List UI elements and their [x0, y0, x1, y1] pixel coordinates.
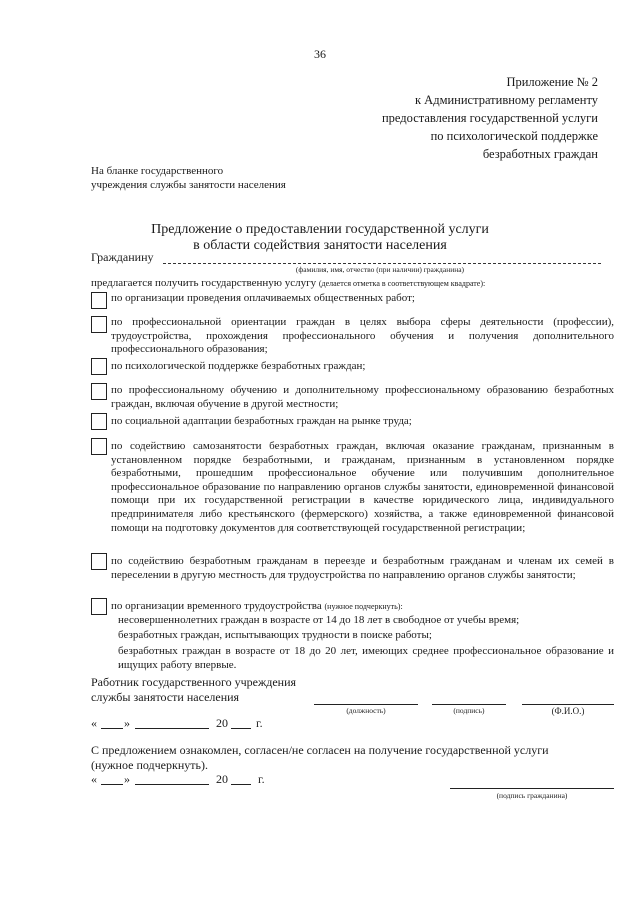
acquaint-line: (нужное подчеркнуть).: [91, 758, 208, 772]
offer-main: предлагается получить государственную услугу: [91, 277, 317, 289]
title-line: Предложение о предоставлении государственной услуги: [151, 222, 489, 237]
citizen-signature-caption: (подпись гражданина): [496, 791, 568, 800]
acquaint-line: С предложением ознакомлен, согласен/не согласен на получение государственной услуги: [91, 743, 549, 757]
option-text: по психологической поддержке безработных граждан;: [111, 360, 366, 372]
option-checkbox[interactable]: [91, 316, 107, 333]
date-close-quote: »: [124, 772, 130, 786]
date-year-field[interactable]: [231, 784, 251, 785]
sub-option-text: несовершеннолетних граждан в возрасте от 14 до 18 лет в свободное от учебы время;: [118, 614, 520, 626]
date-month-field[interactable]: [135, 728, 209, 729]
caption-signature: (подпись): [453, 706, 485, 715]
date-year-prefix: 20: [216, 716, 228, 730]
date-year-suffix: г.: [258, 772, 265, 786]
date-open-quote: «: [91, 716, 97, 730]
option-checkbox[interactable]: [91, 292, 107, 309]
appendix-line: безработных граждан: [482, 147, 598, 161]
acquaint-statement: [91, 743, 616, 773]
citizen-label: Гражданину: [91, 250, 154, 264]
worker-signature-field[interactable]: [432, 704, 506, 705]
page-number: 36: [314, 47, 326, 61]
option-checkbox[interactable]: [91, 413, 107, 430]
appendix-line: Приложение № 2: [506, 75, 598, 89]
option-text: по социальной адаптации безработных граждан на рынке труда;: [111, 415, 412, 427]
letterhead-note: [91, 164, 286, 192]
offer-text: [91, 277, 485, 289]
option-checkbox[interactable]: [91, 438, 107, 455]
appendix-line: по психологической поддержке: [430, 129, 598, 143]
date-year-field[interactable]: [231, 728, 251, 729]
option-checkbox[interactable]: [91, 553, 107, 570]
date-close-quote: »: [124, 716, 130, 730]
appendix-header: [382, 73, 598, 163]
worker-line: Работник государственного учреждения: [91, 675, 297, 689]
option-checkbox[interactable]: [91, 383, 107, 400]
appendix-line: предоставления государственной услуги: [381, 111, 598, 125]
citizen-signature-field[interactable]: [450, 788, 614, 789]
option-checkbox[interactable]: [91, 358, 107, 375]
date-open-quote: «: [91, 772, 97, 786]
date-day-field[interactable]: [101, 728, 123, 729]
worker-position-field[interactable]: [314, 704, 418, 705]
caption-name: (Ф.И.О.): [551, 706, 585, 716]
appendix-line: к Административному регламенту: [414, 93, 598, 107]
option-text: по профессиональному обучению и дополнительному профессиональному образованию безработных граждан, включая обучение в другой местности;: [111, 384, 614, 410]
option-note: (нужное подчеркнуть):: [324, 602, 403, 611]
letterhead-line: На бланке государственного: [91, 165, 224, 177]
date-year-suffix: г.: [256, 716, 263, 730]
date-day-field[interactable]: [101, 784, 123, 785]
caption-position: (должность): [346, 706, 386, 715]
option-text: по организации проведения оплачиваемых общественных работ;: [111, 292, 415, 304]
option-main: по организации временного трудоустройства: [111, 600, 322, 612]
option-text: [111, 600, 614, 614]
letterhead-line: учреждения службы занятости населения: [91, 179, 286, 191]
title-line: в области содействия занятости населения: [193, 238, 447, 253]
sub-option-text: безработных граждан, испытывающих трудности в поиске работы;: [118, 629, 432, 641]
worker-line: службы занятости населения: [91, 690, 240, 704]
option-text: по профессиональной ориентации граждан в целях выбора сферы деятельности (профессии), трудоустройства, прохождения профессионального обучения и получения дополнительного профессионального образования;: [111, 316, 614, 356]
worker-label: [91, 675, 296, 705]
date-month-field[interactable]: [135, 784, 209, 785]
worker-name-field[interactable]: [522, 704, 614, 705]
citizen-name-field[interactable]: [163, 263, 601, 264]
option-text: по содействию самозанятости безработных граждан, включая оказание гражданам, признанным в установленном порядке безработными, и гражданам, признанным в установленном порядке безработными, прошедшим профессиональное обучение или получившим дополнительное профессиональное образование по направлению органов службы занятости, единовременной финансовой помощи при их государственной регистрации в качестве юридического лица, индивидуального предпринимателя либо крестьянского (фермерского) хозяйства, а также единовременной финансовой помощи на подготовку документов для соответствующей государственной регистрации;: [111, 440, 614, 534]
sub-option-text: безработных граждан в возрасте от 18 до 20 лет, имеющих среднее профессиональное образование и ищущих работу впервые.: [118, 645, 614, 671]
offer-note: (делается отметка в соответствующем квадрате):: [318, 279, 486, 288]
citizen-name-caption: (фамилия, имя, отчество (при наличии) гражданина): [295, 265, 465, 274]
option-text: по содействию безработным гражданам в переезде и безработным гражданам и членам их семей в переселении в другую местность для трудоустройства по направлению органов службы занятости;: [111, 555, 614, 581]
option-checkbox[interactable]: [91, 598, 107, 615]
date-year-prefix: 20: [216, 772, 228, 786]
